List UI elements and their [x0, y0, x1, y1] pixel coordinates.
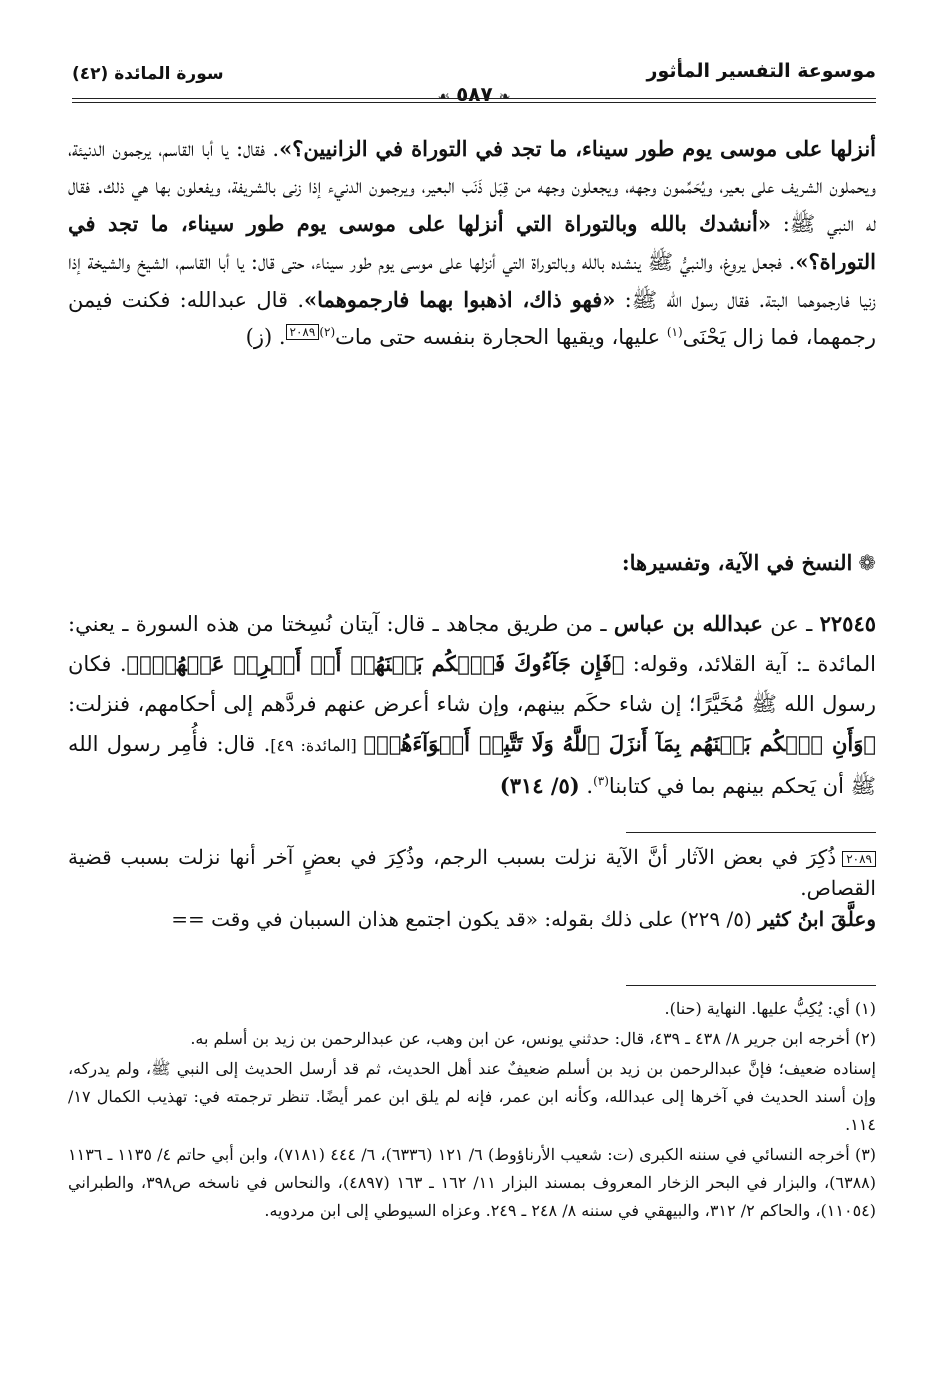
comment-ref-box[interactable]: ٢٠٨٩ [286, 324, 320, 340]
text-run: . [579, 774, 594, 798]
text-run: عليها، ويقيها الحجارة بنفسه حتى مات [335, 325, 667, 349]
quran-verse: ﴿فَإِن جَآءُوكَ فَٱحۡكُم بَيۡنَهُمۡ أَوۡ أَعۡرِضۡ عَنۡهُمۡۖ﴾ [126, 651, 625, 676]
comment-paragraph [68, 842, 876, 904]
bold-quote: «فهو ذاك، اذهبوا بهما فارجموهما» [304, 287, 616, 312]
verse-reference: [المائدة: ٤٩] [270, 736, 364, 755]
header-rule-thin [72, 102, 876, 103]
bold-quote: أنزلها على موسى يوم طور سيناء، ما تجد في التوراة في الزانيين؟» [279, 136, 877, 161]
comment-number-box: ٢٠٨٩ [842, 851, 876, 867]
footnote: (٢) أخرجه ابن جرير ٨/ ٤٣٨ ـ ٤٣٩، قال: حدثني يونس، عن ابن وهب، عن عبدالرحمن بن زيد بن أسلم به. [190, 1029, 876, 1048]
comment-block [68, 842, 876, 935]
comment-paragraph [68, 904, 876, 935]
narrator-name: عبدالله بن عباس [613, 611, 763, 636]
footnote-ref[interactable]: (٢) [319, 325, 336, 339]
section-title: النسخ في الآية، وتفسيرها: [621, 550, 853, 575]
bold-quote: «أنشدك بالله وبالتوراة التي أنزلها على موسى يوم طور سيناء، ما تجد في التوراة؟» [68, 211, 876, 274]
comment-text: ذُكِرَ في بعض الآثار أنَّ الآية نزلت بسبب الرجم، وذُكِرَ في بعضٍ آخر أنها نزلت بسبب قضية القصاص. [68, 845, 876, 900]
entry-paragraph [68, 604, 876, 806]
text-run: ـ عن [762, 612, 820, 636]
header-rule [72, 98, 876, 99]
footnote-ref[interactable]: (٣) [593, 774, 609, 788]
scholar-name: وعلَّقَ ابنُ كثير [758, 907, 876, 931]
footnote: إسناده ضعيف؛ فإنَّ عبدالرحمن بن زيد بن أسلم ضعيفٌ عند أهل الحديث، ثم قد أرسل الحديث إلى النبي ﷺ، ولم يدركه، وإن أسند الحديث في آخرها إلى عبدالله، وكأنه ابن عمر، فإنه لم يلق ابن عمر أيضًا. تنظر ترجمته في: تهذيب الكمال ١٧/ ١١٤. [68, 1059, 877, 1134]
text-run: . قال عبدالله: فكنت فيمن رجمهما، فما زال يَحْنَى [68, 288, 876, 349]
quran-verse: ﴿وَأَنِ ٱحۡكُم بَيۡنَهُم بِمَآ أَنزَلَ ٱللَّهُ وَلَا تَتَّبِعۡ أَهۡوَآءَهُمۡ﴾ [363, 731, 876, 756]
entry-number: ٢٢٥٤٥ [819, 611, 877, 636]
ornament-icon: ☙ [437, 89, 451, 105]
text-run: . فكان رسول الله ﷺ مُخَيَّرًا؛ إن شاء حكَم بينهم، وإن شاء أعرض عنهم فردَّهم إلى أحكامهم، فنزلت: [68, 652, 876, 716]
volume-reference: (٥/ ٣١٤) [499, 773, 580, 798]
entry-text [68, 604, 876, 806]
flower-icon: ❁ [858, 551, 876, 575]
section-heading [68, 544, 876, 582]
text-run: . قال: فأُمِر رسول الله ﷺ أن يَحكم بينهم بما في كتابنا [68, 732, 876, 798]
footnote-separator [626, 985, 876, 986]
page-number-text: ٥٨٧ [456, 82, 493, 106]
comment-text: (٥/ ٢٢٩) على ذلك بقوله: «قد يكون اجتمع هذان السببان في وقت == [171, 907, 759, 931]
footnote: (٣) أخرجه النسائي في سننه الكبرى (ت: شعيب الأرناؤوط) ٦/ ١٢١ (٦٣٣٦)، ٦/ ٤٤٤ (٧١٨١)، وابن أبي حاتم ٤/ ١١٣٥ ـ ١١٣٦ (٦٣٨٨)، والبزار في البحر الزخار المعروف بمسند البزار ١١/ ١٦٢ ـ ١٦٣ (٤٨٩٧)، والنحاس في ناسخه ص٣٩٨، والطبراني (١١٠٥٤)، والحاكم ٢/ ٣١٢، والبيهقي في سننه ٨/ ٢٤٨ ـ ٢٤٩. وعزاه السيوطي إلى ابن مردويه. [68, 1145, 877, 1220]
ornament-icon: ❧ [498, 89, 511, 105]
text-run: . فجعل يروغ، والنبيُّ ﷺ ينشده بالله وبالتوراة التي أنزلها على موسى يوم طور سيناء، حتى قال: يا أبا القاسم، الشيخ والشيخة إذا زنيا فارجموهما البتة. فقال رسول الله ﷺ: [68, 250, 876, 312]
text-run: . فقال: يا أبا القاسم، يرجمون الدنيئة، ويحملون الشريف على بعير، ويُحَمِّمون وجهه، ويجعلون وجهه من قِبَل ذَنَب البعير، ويرجمون الدنيء إذا زنى بالشريفة، ويفعلون بها هي ذلك. فقال له النبي ﷺ: [68, 137, 877, 236]
text-run: ـ من طريق مجاهد ـ قال: آيتان نُسِختا من هذه السورة ـ يعني: المائدة ـ: آية القلائد، وقوله: [68, 612, 876, 676]
main-text [68, 130, 876, 356]
page-header [72, 60, 876, 106]
comment-separator [626, 832, 876, 833]
footnote: (١) أي: يُكِبُّ عليها. النهاية (حنا). [664, 999, 876, 1018]
surah-label: سورة المائدة (٤٢) [72, 64, 224, 84]
paragraph [68, 130, 876, 356]
footnote-ref[interactable]: (١) [666, 325, 683, 339]
footnotes [68, 995, 876, 1227]
text-run: . (ز) [245, 325, 286, 349]
book-title: موسوعة التفسير المأثور [646, 60, 876, 82]
